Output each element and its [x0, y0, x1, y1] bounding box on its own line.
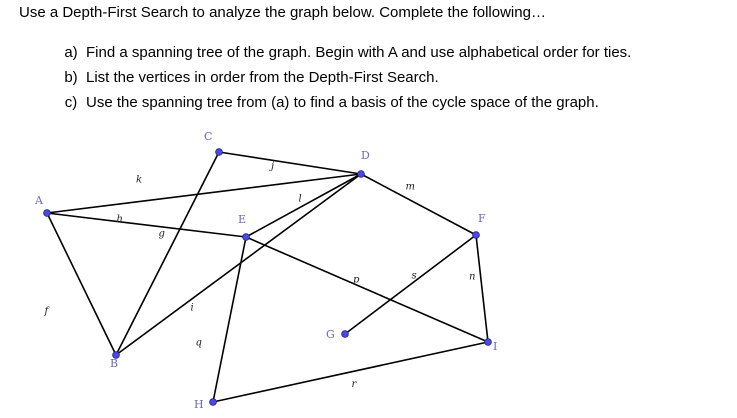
edge-D-F: [361, 174, 476, 235]
task-marker: c): [64, 94, 78, 111]
edge-label: r: [351, 379, 357, 390]
vertex-label: H: [194, 398, 204, 411]
vertex-label: I: [493, 340, 498, 353]
edge-label: p: [353, 274, 360, 286]
vertex-label: F: [478, 212, 486, 225]
task-text: Use the spanning tree from (a) to find a basis of the cycle space of the graph.: [86, 94, 599, 111]
vertex-H: [210, 399, 217, 406]
edge-label: g: [158, 228, 165, 240]
edge-label: h: [116, 214, 123, 225]
edge-A-E: [47, 213, 246, 237]
task-text: List the vertices in order from the Depth-First Search.: [86, 69, 439, 86]
vertex-label: A: [35, 194, 43, 207]
task-marker: b): [64, 69, 78, 86]
edge-label: j: [271, 161, 275, 172]
task-text: Find a spanning tree of the graph. Begin with A and use alphabetical order for ties.: [86, 44, 632, 61]
edge-label: m: [405, 181, 415, 193]
vertex-E: [243, 234, 250, 241]
edge-label: i: [190, 302, 194, 314]
edge-labels-layer: [44, 161, 476, 390]
vertex-I: [485, 339, 492, 346]
vertex-D: [358, 171, 365, 178]
vertex-A: [44, 210, 51, 217]
edge-label: k: [136, 174, 143, 186]
vertex-label: C: [204, 130, 213, 143]
edge-H-I: [213, 342, 488, 402]
edge-label: s: [411, 270, 417, 282]
instructions-text: Use a Depth-First Search to analyze the graph below. Complete the following…: [19, 4, 546, 21]
edge-label: q: [195, 337, 202, 349]
vertex-label: D: [361, 149, 370, 162]
edge-A-B: [47, 213, 116, 355]
edge-label: n: [469, 271, 476, 283]
vertex-C: [216, 149, 223, 156]
edge-F-I: [476, 235, 488, 342]
edge-label: f: [44, 306, 49, 317]
task-marker: a): [64, 44, 78, 61]
vertex-F: [473, 232, 480, 239]
edge-E-H: [213, 237, 246, 402]
vertex-label: B: [110, 357, 119, 370]
edge-E-D: [246, 174, 361, 237]
edge-C-D: [219, 152, 361, 174]
vertex-G: [342, 331, 349, 338]
edge-B-D: [116, 174, 361, 355]
edge-label: l: [298, 193, 302, 205]
edge-B-C: [116, 152, 219, 355]
vertex-label: E: [238, 213, 247, 226]
vertex-label: G: [326, 328, 335, 341]
edge-F-G: [345, 235, 476, 334]
